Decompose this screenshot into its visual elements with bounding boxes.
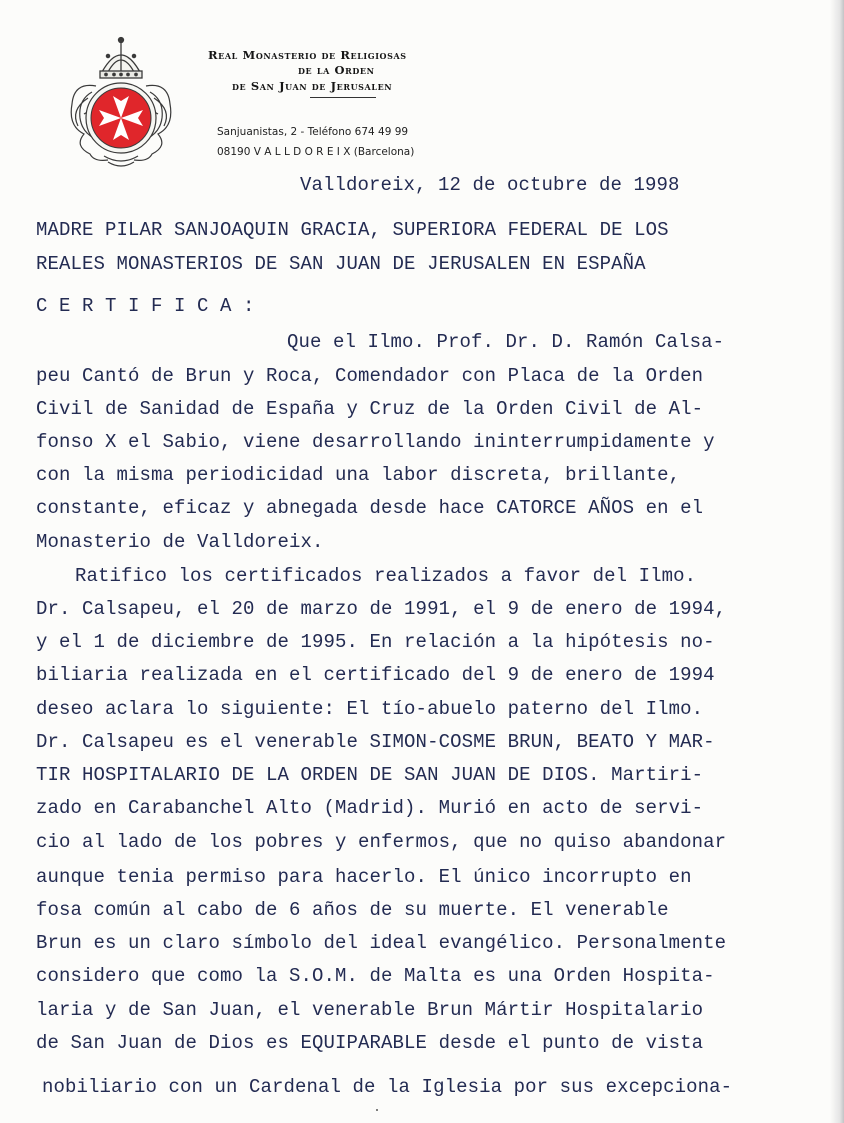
body-line: Brun es un claro símbolo del ideal evangélico. Personalmente	[36, 932, 727, 954]
body-line: deseo aclara lo siguiente: El tío-abuelo paterno del Ilmo.	[36, 698, 704, 720]
body-line: de San Juan de Dios es EQUIPARABLE desde el punto de vista	[36, 1032, 704, 1054]
letterhead-address-city: 08190 V A L L D O R E I X (Barcelona)	[217, 146, 415, 158]
body-line: cio al lado de los pobres y enfermos, que no quiso abandonar	[36, 831, 727, 853]
letterhead-address-street: Sanjuanistas, 2 - Teléfono 674 49 99	[217, 126, 409, 138]
letterhead-line-2: de la Orden	[298, 63, 375, 77]
body-line: Monasterio de Valldoreix.	[36, 531, 324, 553]
body-line: fosa común al cabo de 6 años de su muerte. El venerable	[36, 899, 669, 921]
body-line: Dr. Calsapeu es el venerable SIMON-COSME BRUN, BEATO Y MAR-	[36, 731, 715, 753]
heading-line-1: MADRE PILAR SANJOAQUIN GRACIA, SUPERIORA FEDERAL DE LOS	[36, 219, 669, 241]
paper-speck	[376, 1109, 378, 1111]
body-line: Ratifico los certificados realizados a favor del Ilmo.	[75, 565, 697, 587]
body-line: biliaria realizada en el certificado del 9 de enero de 1994	[36, 664, 715, 686]
letterhead-line-1: Real Monasterio de Religiosas	[208, 48, 407, 62]
body-line: TIR HOSPITALARIO DE LA ORDEN DE SAN JUAN DE DIOS. Martiri-	[36, 764, 704, 786]
certifica-label: C E R T I F I C A :	[36, 295, 255, 317]
body-line: con la misma periodicidad una labor discreta, brillante,	[36, 464, 681, 486]
body-line: considero que como la S.O.M. de Malta es una Orden Hospita-	[36, 965, 715, 987]
body-line: zado en Carabanchel Alto (Madrid). Murió en acto de servi-	[36, 797, 704, 819]
document-date: Valldoreix, 12 de octubre de 1998	[300, 174, 680, 196]
letterhead-divider	[310, 97, 376, 98]
body-line: constante, eficaz y abnegada desde hace CATORCE AÑOS en el	[36, 497, 704, 519]
maltese-cross-crest-icon	[64, 34, 178, 172]
letterhead-line-3: de San Juan de Jerusalen	[232, 79, 393, 93]
body-line: Que el Ilmo. Prof. Dr. D. Ramón Calsa-	[287, 331, 725, 353]
body-line: y el 1 de diciembre de 1995. En relación a la hipótesis no-	[36, 631, 715, 653]
body-line: fonso X el Sabio, viene desarrollando ininterrumpidamente y	[36, 431, 715, 453]
body-line: Civil de Sanidad de España y Cruz de la Orden Civil de Al-	[36, 398, 704, 420]
body-line: Dr. Calsapeu, el 20 de marzo de 1991, el 9 de enero de 1994,	[36, 598, 727, 620]
heading-line-2: REALES MONASTERIOS DE SAN JUAN DE JERUSALEN EN ESPAÑA	[36, 253, 646, 275]
body-line: peu Cantó de Brun y Roca, Comendador con Placa de la Orden	[36, 365, 704, 387]
body-line: nobiliario con un Cardenal de la Iglesia por sus excepciona-	[42, 1076, 733, 1098]
body-line: laria y de San Juan, el venerable Brun Mártir Hospitalario	[36, 999, 704, 1021]
body-line: aunque tenia permiso para hacerlo. El único incorrupto en	[36, 866, 692, 888]
page-edge-shadow	[830, 0, 844, 1123]
